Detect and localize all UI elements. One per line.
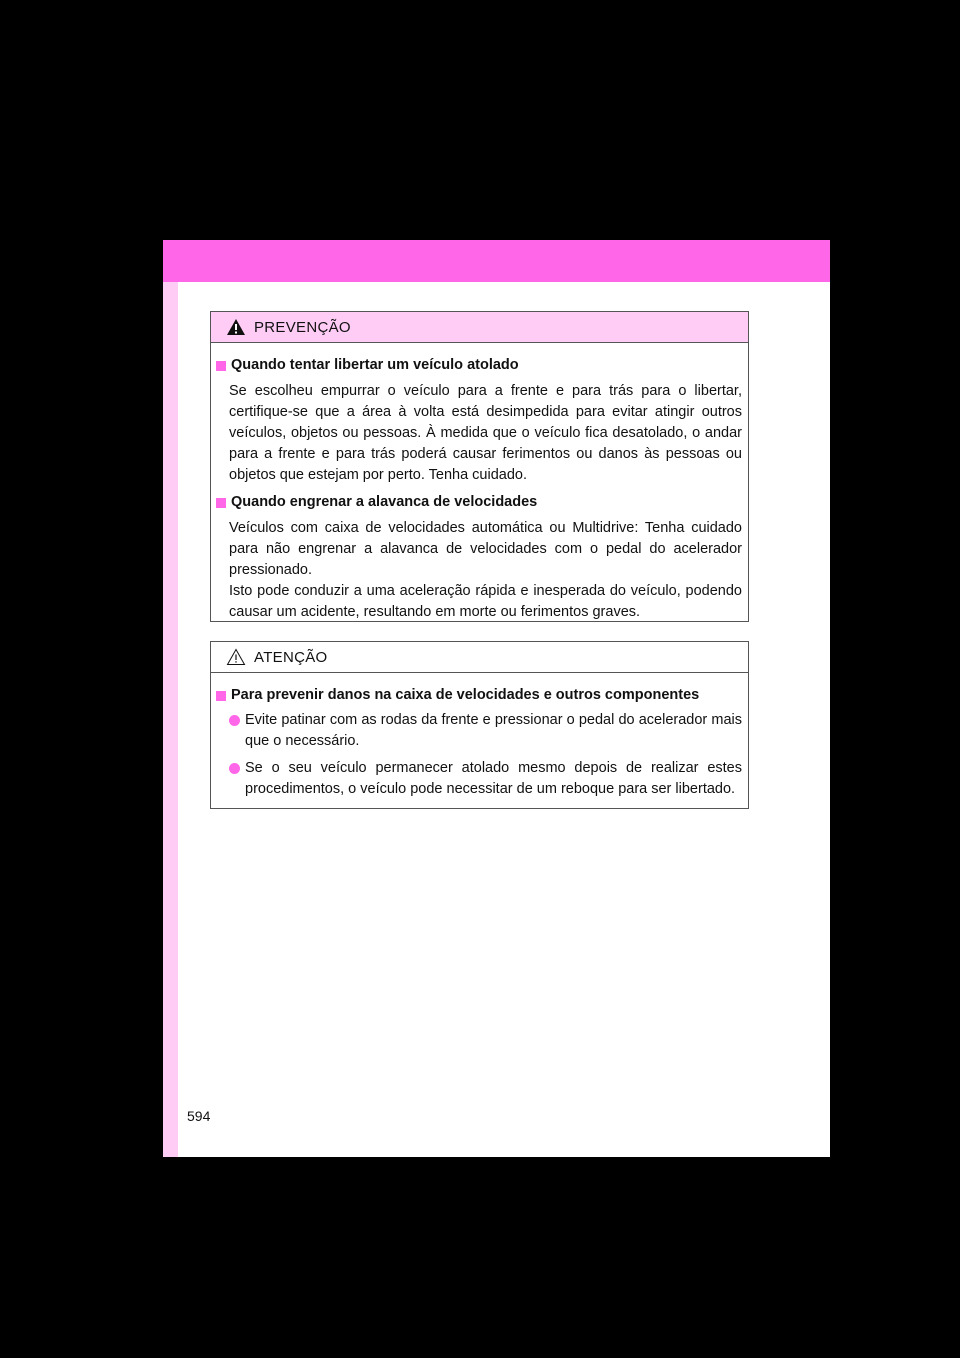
warning-item-title: Quando tentar libertar um veículo atolado — [216, 355, 742, 376]
round-bullet-icon — [229, 763, 240, 774]
square-bullet-icon — [216, 498, 226, 508]
warning-item-text: Se escolheu empurrar o veículo para a frente e para trás para o libertar, certifique-se que a área à volta está desimpedida para evitar atingir outros veículos, objetos ou pessoas. À medida que o veículo fica desatolado, o andar para a frente e para trás poderá causar ferimentos ou danos às pessoas ou objetos que estejam por perto. Tenha cuidado. — [229, 383, 742, 483]
square-bullet-icon — [216, 361, 226, 371]
warning-item-text: Veículos com caixa de velocidades automática ou Multidrive: Tenha cuidado para não engrenar a alavanca de velocidades com o pedal do acelerador pressionado. — [229, 520, 742, 578]
round-bullet-icon — [229, 715, 240, 726]
warning-item-text: Isto pode conduzir a uma aceleração rápida e inesperada do veículo, podendo causar um acidente, resultando em morte ou ferimentos graves. — [229, 583, 742, 620]
warning-heading: PREVENÇÃO — [254, 318, 351, 336]
list-item: Evite patinar com as rodas da frente e pressionar o pedal do acelerador mais que o necessário. — [216, 710, 742, 752]
caution-header — [211, 642, 748, 673]
square-bullet-icon — [216, 691, 226, 701]
list-item: Se o seu veículo permanecer atolado mesmo depois de realizar estes procedimentos, o veículo pode necessitar de um reboque para ser libertado. — [216, 758, 742, 800]
manual-page — [163, 240, 830, 1157]
warning-item-title: Quando engrenar a alavanca de velocidades — [216, 492, 742, 513]
warning-box — [210, 311, 749, 622]
header-band — [163, 240, 830, 282]
caution-heading: ATENÇÃO — [254, 648, 328, 666]
caution-box — [210, 641, 749, 809]
caution-triangle-icon — [226, 648, 246, 666]
page-number: 594 — [187, 1108, 211, 1124]
warning-header — [211, 312, 748, 343]
caution-item-title: Para prevenir danos na caixa de velocidades e outros componentes — [216, 685, 742, 706]
warning-triangle-icon — [226, 318, 246, 336]
side-band — [163, 282, 178, 1157]
